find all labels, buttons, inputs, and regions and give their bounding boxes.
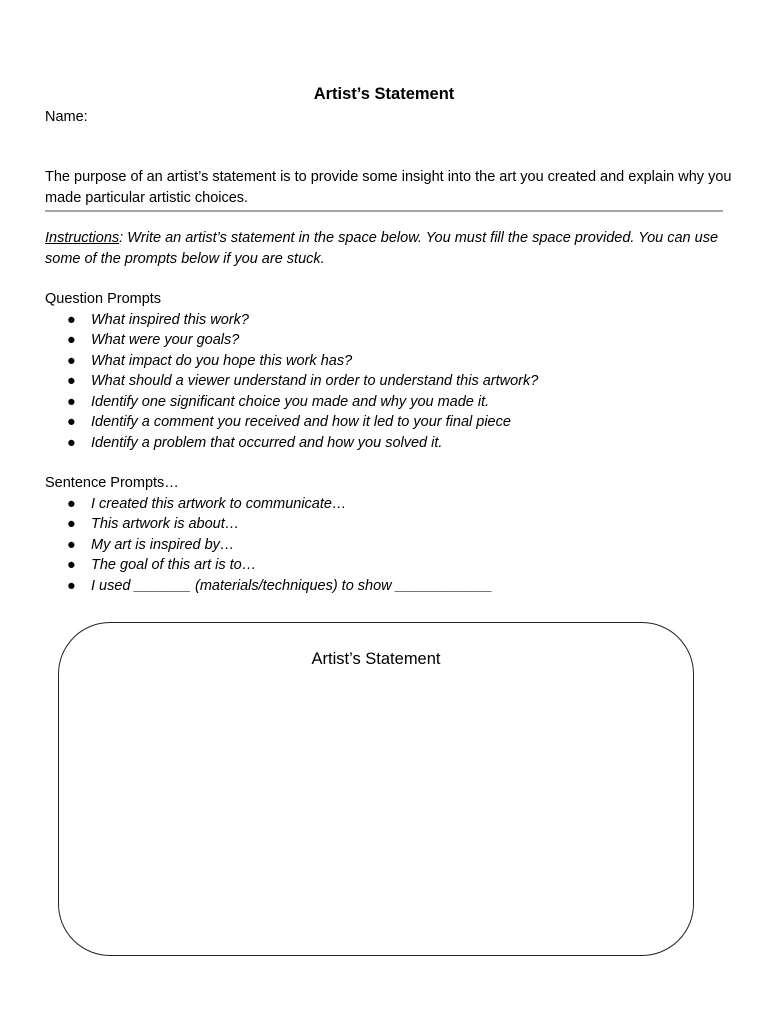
- list-item-text: What should a viewer understand in order to understand this artwork?: [91, 373, 539, 389]
- list-item-text: The goal of this art is to…: [91, 557, 257, 573]
- list-item-text: What impact do you hope this work has?: [91, 352, 353, 369]
- list-item: [45, 576, 735, 597]
- instructions-paragraph: [45, 228, 735, 269]
- instructions-text: : Write an artist’s statement in the space below. You must fill the space provided. You can use some of the prompts below if you are stuck.: [45, 230, 719, 267]
- list-item-text: Identify a problem that occurred and how you solved it.: [91, 434, 443, 451]
- horizontal-divider: [45, 210, 723, 212]
- list-item-text: My art is inspired by…: [91, 536, 235, 553]
- purpose-paragraph: The purpose of an artist’s statement is to provide some insight into the art you created and explain why you made particular artistic choices.: [45, 169, 732, 206]
- list-item-text: Identify a comment you received and how it led to your final piece: [91, 414, 511, 430]
- bullet-icon: ●: [67, 332, 76, 348]
- sentence-prompts-section: [45, 473, 735, 596]
- list-item-text: This artwork is about…: [91, 516, 240, 532]
- bullet-icon: ●: [67, 352, 76, 369]
- list-item-text: I created this artwork to communicate…: [91, 495, 347, 512]
- artist-statement-writing-box[interactable]: [58, 622, 694, 956]
- question-prompts-list: [45, 310, 735, 454]
- list-item: [45, 412, 735, 433]
- question-prompts-heading: Question Prompts: [45, 291, 162, 307]
- bullet-icon: ●: [67, 393, 76, 410]
- list-item-text: What inspired this work?: [91, 311, 249, 328]
- bullet-icon: ●: [67, 495, 76, 512]
- sentence-prompts-list: [45, 494, 735, 597]
- list-item: [45, 555, 735, 576]
- bullet-icon: ●: [67, 434, 76, 451]
- list-item: [45, 371, 735, 392]
- instructions-lead: Instructions: [45, 230, 120, 246]
- list-item-text: Identify one significant choice you made and why you made it.: [91, 393, 490, 410]
- bullet-icon: ●: [67, 373, 76, 389]
- list-item: [45, 535, 735, 556]
- name-label: Name:: [45, 109, 88, 125]
- bullet-icon: ●: [67, 311, 76, 328]
- list-item: [45, 310, 735, 331]
- list-item-text: I used _______ (materials/techniques) to show ____________: [91, 577, 493, 594]
- page-title: Artist’s Statement: [313, 85, 455, 103]
- bullet-icon: ●: [67, 557, 76, 573]
- writing-box-title: Artist’s Statement: [311, 650, 441, 668]
- list-item: [45, 494, 735, 515]
- question-prompts-section: [45, 289, 735, 453]
- bullet-icon: ●: [67, 414, 76, 430]
- list-item: [45, 392, 735, 413]
- list-item: [45, 433, 735, 454]
- list-item-text: What were your goals?: [91, 332, 240, 348]
- bullet-icon: ●: [67, 536, 76, 553]
- bullet-icon: ●: [67, 516, 76, 532]
- list-item: [45, 351, 735, 372]
- list-item: [45, 330, 735, 351]
- sentence-prompts-heading: Sentence Prompts…: [45, 475, 179, 491]
- bullet-icon: ●: [67, 577, 76, 594]
- list-item: [45, 514, 735, 535]
